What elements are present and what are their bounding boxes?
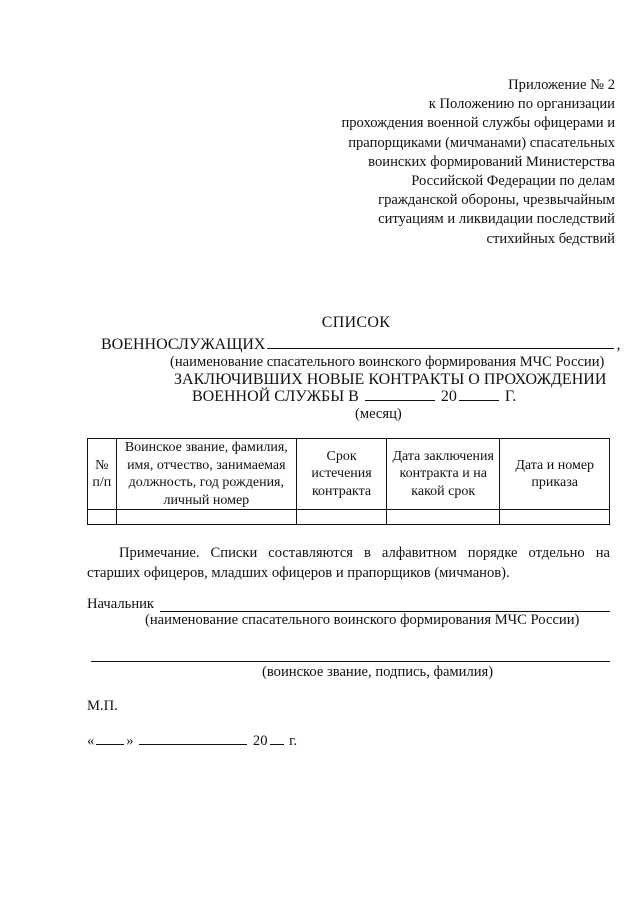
col-rank-name: Воинское звание, фамилия, имя, отчество, занимаемая должность, год рождения, личный номер — [116, 439, 297, 510]
chief-line — [87, 596, 610, 613]
day-blank — [96, 743, 124, 745]
appendix-line: воинских формирований Министерства — [368, 153, 615, 170]
month-line-label: ВОЕННОЙ СЛУЖБЫ В — [192, 388, 359, 405]
col-contract-date: Дата заключения контракта и на какой срок — [387, 439, 500, 510]
year-prefix: 20 — [440, 388, 457, 405]
appendix-line: гражданской обороны, чрезвычайным — [378, 192, 615, 209]
year-suffix: Г. — [504, 388, 517, 405]
note-line-2: старших офицеров, младших офицеров и прапорщиков (мичманов). — [87, 565, 510, 581]
table-cell — [500, 510, 610, 525]
appendix-line: прохождения военной службы офицерами и — [341, 115, 615, 132]
month-blank — [139, 743, 247, 745]
appendix-line: стихийных бедствий — [486, 230, 615, 247]
note-line-1: Примечание. Списки составляются в алфавитном порядке отдельно на — [119, 545, 610, 561]
appendix-line: Приложение № 2 — [508, 77, 615, 93]
appendix-block — [315, 76, 615, 249]
col-order: Дата и номер приказа — [500, 439, 610, 510]
formation-caption: (наименование спасательного воинского формирования МЧС России) — [170, 354, 605, 370]
appendix-line: Российской Федерации по делам — [411, 173, 615, 190]
document-heading: СПИСОК — [321, 314, 391, 331]
month-caption: (месяц) — [355, 406, 402, 422]
table-cell — [387, 510, 500, 525]
date-year-prefix: 20 — [252, 733, 268, 749]
table-row — [88, 510, 610, 525]
formation-blank — [267, 347, 614, 349]
date-open-quote: « — [87, 733, 95, 749]
date-close-quote: » — [126, 733, 134, 749]
servicemen-line — [101, 336, 620, 354]
contracts-table — [87, 438, 610, 525]
year-blank — [459, 399, 499, 401]
chief-label: Начальник — [87, 596, 155, 612]
year-blank — [270, 743, 284, 745]
table-cell — [116, 510, 297, 525]
appendix-line: к Положению по организации — [428, 96, 615, 113]
col-number: № п/п — [88, 439, 117, 510]
chief-caption: (наименование спасательного воинского формирования МЧС России) — [145, 612, 580, 628]
date-line — [87, 733, 297, 750]
table-cell — [88, 510, 117, 525]
note-block — [87, 543, 610, 583]
contracts-line: ЗАКЛЮЧИВШИХ НОВЫЕ КОНТРАКТЫ О ПРОХОЖДЕНИИ — [174, 371, 607, 388]
appendix-line: ситуациям и ликвидации последствий — [378, 211, 615, 228]
signature-blank — [91, 661, 610, 662]
table-header-row — [88, 439, 610, 510]
date-year-suffix: г. — [289, 733, 298, 749]
appendix-line: прапорщиками (мичманами) спасательных — [348, 134, 615, 151]
signature-caption: (воинское звание, подпись, фамилия) — [262, 664, 494, 680]
servicemen-label: ВОЕННОСЛУЖАЩИХ — [101, 336, 266, 353]
stamp-label: М.П. — [87, 698, 118, 714]
month-blank — [365, 399, 435, 401]
col-expiry: Срок истечения контракта — [297, 439, 387, 510]
comma: , — [616, 336, 621, 353]
month-line — [192, 388, 516, 406]
table-cell — [297, 510, 387, 525]
